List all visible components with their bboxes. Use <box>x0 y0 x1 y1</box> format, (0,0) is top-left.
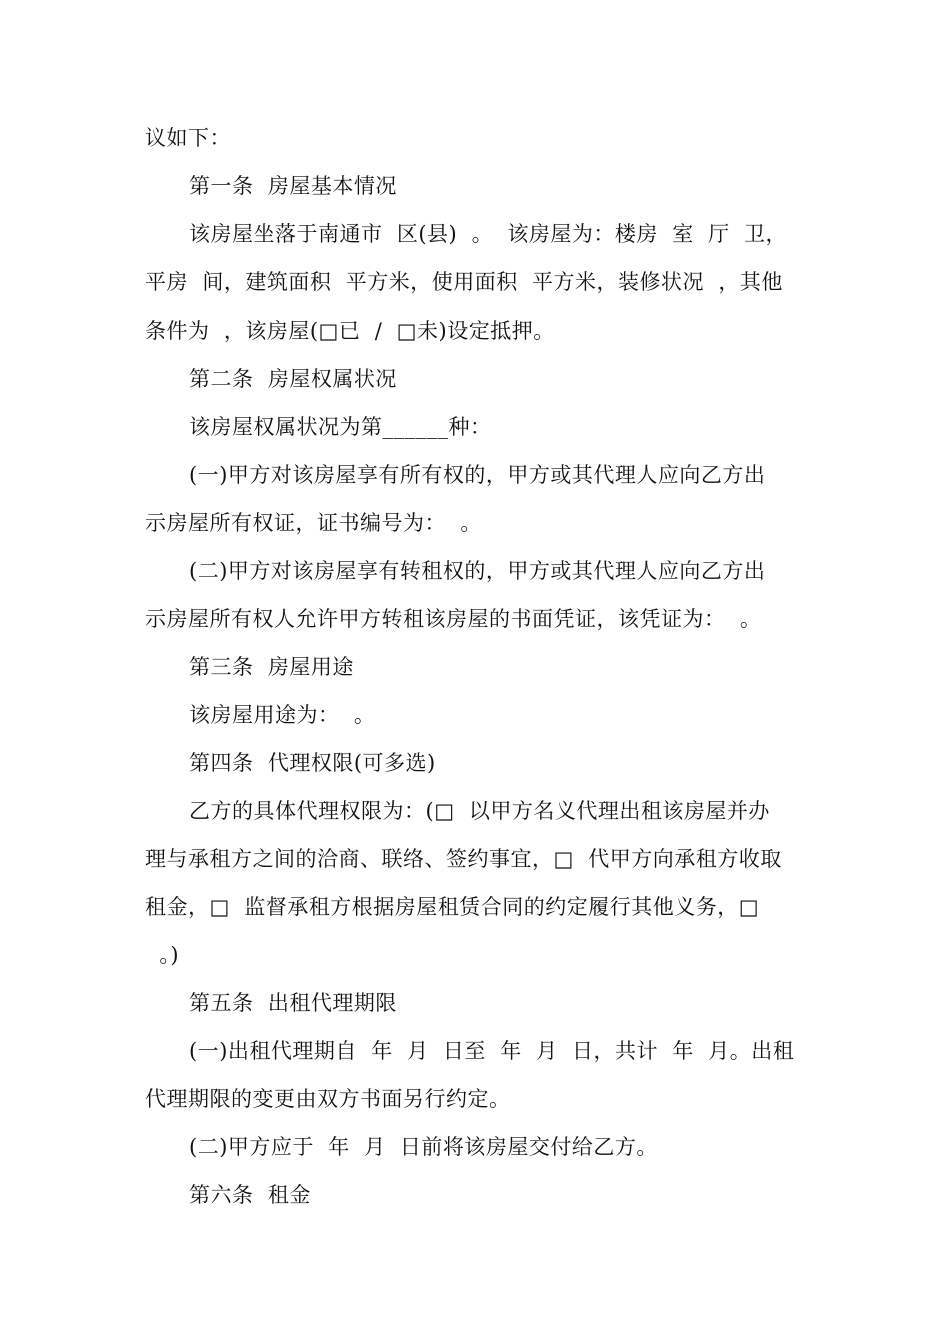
article-heading: 第六条 租金 <box>189 1183 311 1207</box>
paragraph-line: (二)甲方对该房屋享有转租权的，甲方或其代理人应向乙方出 <box>189 559 766 583</box>
paragraph-line: (一)出租代理期自 年 月 日至 年 月 日，共计 年 月。出租 <box>189 1039 795 1063</box>
paragraph-line: 理与承租方之间的洽商、联络、签约事宜，□ 代甲方向承租方收取 <box>145 847 782 871</box>
paragraph-line: 议如下： <box>145 126 231 150</box>
paragraph-line: 条件为 ，该房屋(□已 / □未)设定抵押。 <box>145 319 555 343</box>
paragraph-line: 该房屋用途为： 。 <box>189 703 376 727</box>
article-heading: 第二条 房屋权属状况 <box>189 367 397 391</box>
paragraph-line: 乙方的具体代理权限为：(□ 以甲方名义代理出租该房屋并办 <box>189 799 770 823</box>
article-heading: 第四条 代理权限(可多选) <box>189 751 436 775</box>
paragraph-line: 租金，□ 监督承租方根据房屋租赁合同的约定履行其他义务，□ <box>145 895 760 919</box>
paragraph-line: 代理期限的变更由双方书面另行约定。 <box>145 1087 511 1111</box>
paragraph-line: 示房屋所有权人允许甲方转租该房屋的书面凭证，该凭证为： 。 <box>145 607 762 631</box>
paragraph-line: 示房屋所有权证，证书编号为： 。 <box>145 511 482 535</box>
paragraph-line: 该房屋坐落于南通市 区(县) 。 该房屋为：楼房 室 厅 卫， <box>189 222 787 246</box>
paragraph-line: 平房 间，建筑面积 平方米，使用面积 平方米，装修状况 ，其他 <box>145 270 783 294</box>
paragraph-line: (一)甲方对该房屋享有所有权的，甲方或其代理人应向乙方出 <box>189 463 766 487</box>
article-heading: 第五条 出租代理期限 <box>189 991 397 1015</box>
article-heading: 第一条 房屋基本情况 <box>189 174 397 198</box>
article-heading: 第三条 房屋用途 <box>189 655 354 679</box>
paragraph-line: (二)甲方应于 年 月 日前将该房屋交付给乙方。 <box>189 1135 658 1159</box>
paragraph-line: 该房屋权属状况为第______种： <box>189 415 492 439</box>
paragraph-line: 。) <box>145 943 180 967</box>
